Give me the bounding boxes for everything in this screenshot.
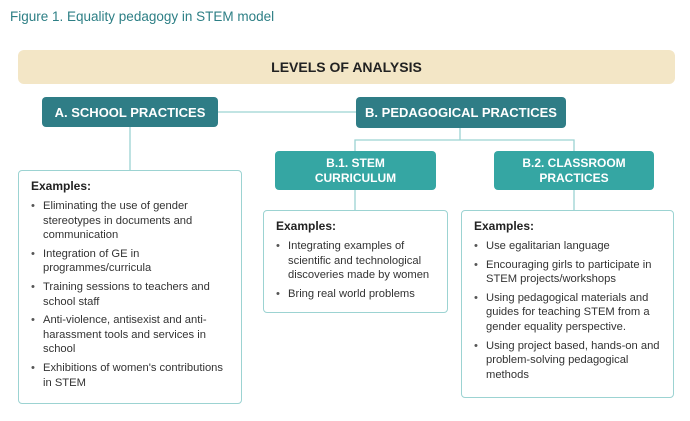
list-item: • Exhibitions of women's contributions in STEM — [29, 361, 231, 390]
classroom-examples-box — [461, 210, 674, 398]
school-practices-header — [42, 97, 218, 127]
classroom-practices-label: B.2. CLASSROOM PRACTICES — [522, 155, 626, 185]
figure-title: Figure 1. Equality pedagogy in STEM model — [10, 9, 275, 24]
stem-curriculum-label: B.1. STEM CURRICULUM — [314, 155, 397, 185]
list-item: • Bring real world problems — [274, 287, 437, 302]
pedagogical-practices-header — [356, 97, 566, 128]
stem-curriculum-header — [275, 151, 436, 190]
levels-banner-label: LEVELS OF ANALYSIS — [271, 59, 422, 75]
list-item: • Training sessions to teachers and school staff — [29, 280, 231, 309]
list-item: • Using pedagogical materials and guides for teaching STEM from a gender equality perspective. — [472, 291, 663, 335]
school-practices-label: A. SCHOOL PRACTICES — [54, 104, 206, 120]
list-item: • Encouraging girls to participate in STEM projects/workshops — [472, 258, 663, 287]
list-item: • Eliminating the use of gender stereotypes in documents and communication — [29, 199, 231, 243]
classroom-practices-header — [494, 151, 654, 190]
list-item: • Integration of GE in programmes/curricula — [29, 247, 231, 276]
list-item: • Integrating examples of scientific and technological discoveries made by women — [274, 239, 437, 283]
list-item: • Using project based, hands-on and problem-solving pedagogical methods — [472, 339, 663, 383]
school-examples-box — [18, 170, 242, 404]
levels-banner — [18, 50, 675, 84]
curriculum-examples-box — [263, 210, 448, 313]
list-item: • Use egalitarian language — [472, 239, 663, 254]
connector-b-branches — [355, 140, 574, 151]
pedagogical-practices-label: B. PEDAGOGICAL PRACTICES — [365, 105, 557, 120]
school-examples-list — [29, 199, 231, 390]
examples-label: Examples: — [31, 179, 92, 193]
examples-label: Examples: — [474, 219, 535, 233]
curriculum-examples-list — [274, 239, 437, 301]
list-item: • Anti-violence, antisexist and anti-harassment tools and services in school — [29, 313, 231, 357]
examples-label: Examples: — [276, 219, 337, 233]
classroom-examples-list — [472, 239, 663, 382]
